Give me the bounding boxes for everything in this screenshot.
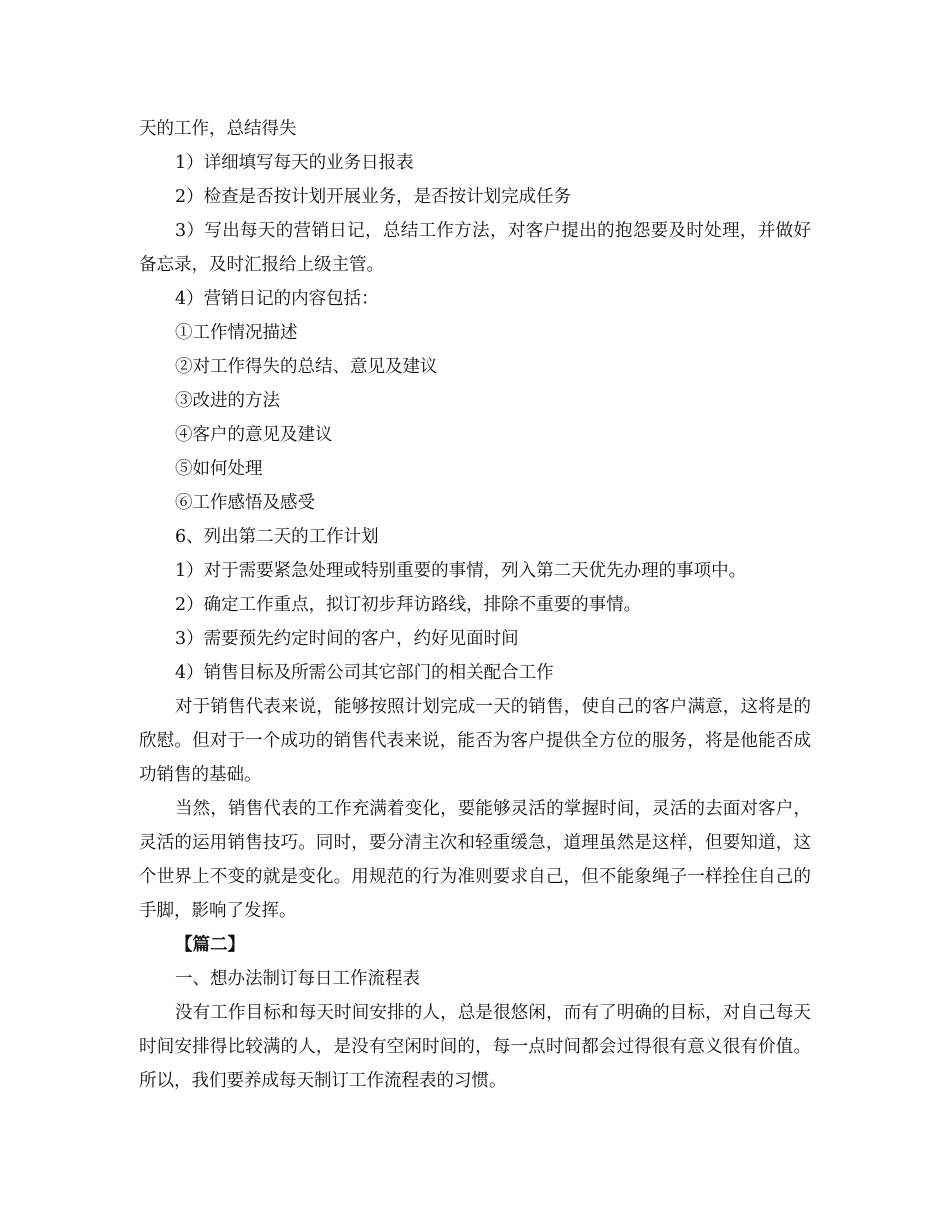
paragraph: 对于销售代表来说，能够按照计划完成一天的销售，使自己的客户满意，这将是的欣慰。但对于一个成功的销售代表来说，能否为客户提供全方位的服务，将是他能否成功销售的基础。 xyxy=(139,697,811,785)
paragraph: ⑥工作感悟及感受 xyxy=(175,493,315,513)
paragraph: 4）营销日记的内容包括： xyxy=(175,289,379,309)
paragraph: 1）详细填写每天的业务日报表 xyxy=(175,153,414,173)
paragraph: 当然，销售代表的工作充满着变化，要能够灵活的掌握时间，灵活的去面对客户，灵活的运用销售技巧。同时，要分清主次和轻重缓急，道理虽然是这样，但要知道，这个世界上不变的就是变化。用规范的行为准则要求自己，但不能象绳子一样拴住自己的手脚，影响了发挥。 xyxy=(139,799,811,921)
document-page xyxy=(139,112,811,1098)
section-heading: 6、列出第二天的工作计划 xyxy=(175,527,379,547)
paragraph: 天的工作，总结得失 xyxy=(139,119,297,139)
paragraph: 没有工作目标和每天时间安排的人，总是很悠闲，而有了明确的目标，对自己每天时间安排得比较满的人，是没有空闲时间的，每一点时间都会过得很有意义很有价值。所以，我们要养成每天制订工作流程表的习惯。 xyxy=(139,1003,811,1091)
paragraph: ⑤如何处理 xyxy=(175,459,263,479)
paragraph: ①工作情况描述 xyxy=(175,323,298,343)
paragraph: 4）销售目标及所需公司其它部门的相关配合工作 xyxy=(175,663,554,683)
paragraph: ③改进的方法 xyxy=(175,391,280,411)
section-heading: 一、想办法制订每日工作流程表 xyxy=(175,969,420,989)
paragraph: 1）对于需要紧急处理或特别重要的事情，列入第二天优先办理的事项中。 xyxy=(175,561,747,581)
paragraph: 2）检查是否按计划开展业务，是否按计划完成任务 xyxy=(175,187,572,207)
paragraph: 3）需要预先约定时间的客户，约好见面时间 xyxy=(175,629,519,649)
paragraph: ②对工作得失的总结、意见及建议 xyxy=(175,357,438,377)
paragraph: ④客户的意见及建议 xyxy=(175,425,333,445)
paragraph: 2）确定工作重点，拟订初步拜访路线，排除不重要的事情。 xyxy=(175,595,642,615)
part-heading: 【篇二】 xyxy=(175,935,245,955)
paragraph: 3）写出每天的营销日记，总结工作方法，对客户提出的抱怨要及时处理，并做好备忘录，及时汇报给上级主管。 xyxy=(139,221,811,275)
